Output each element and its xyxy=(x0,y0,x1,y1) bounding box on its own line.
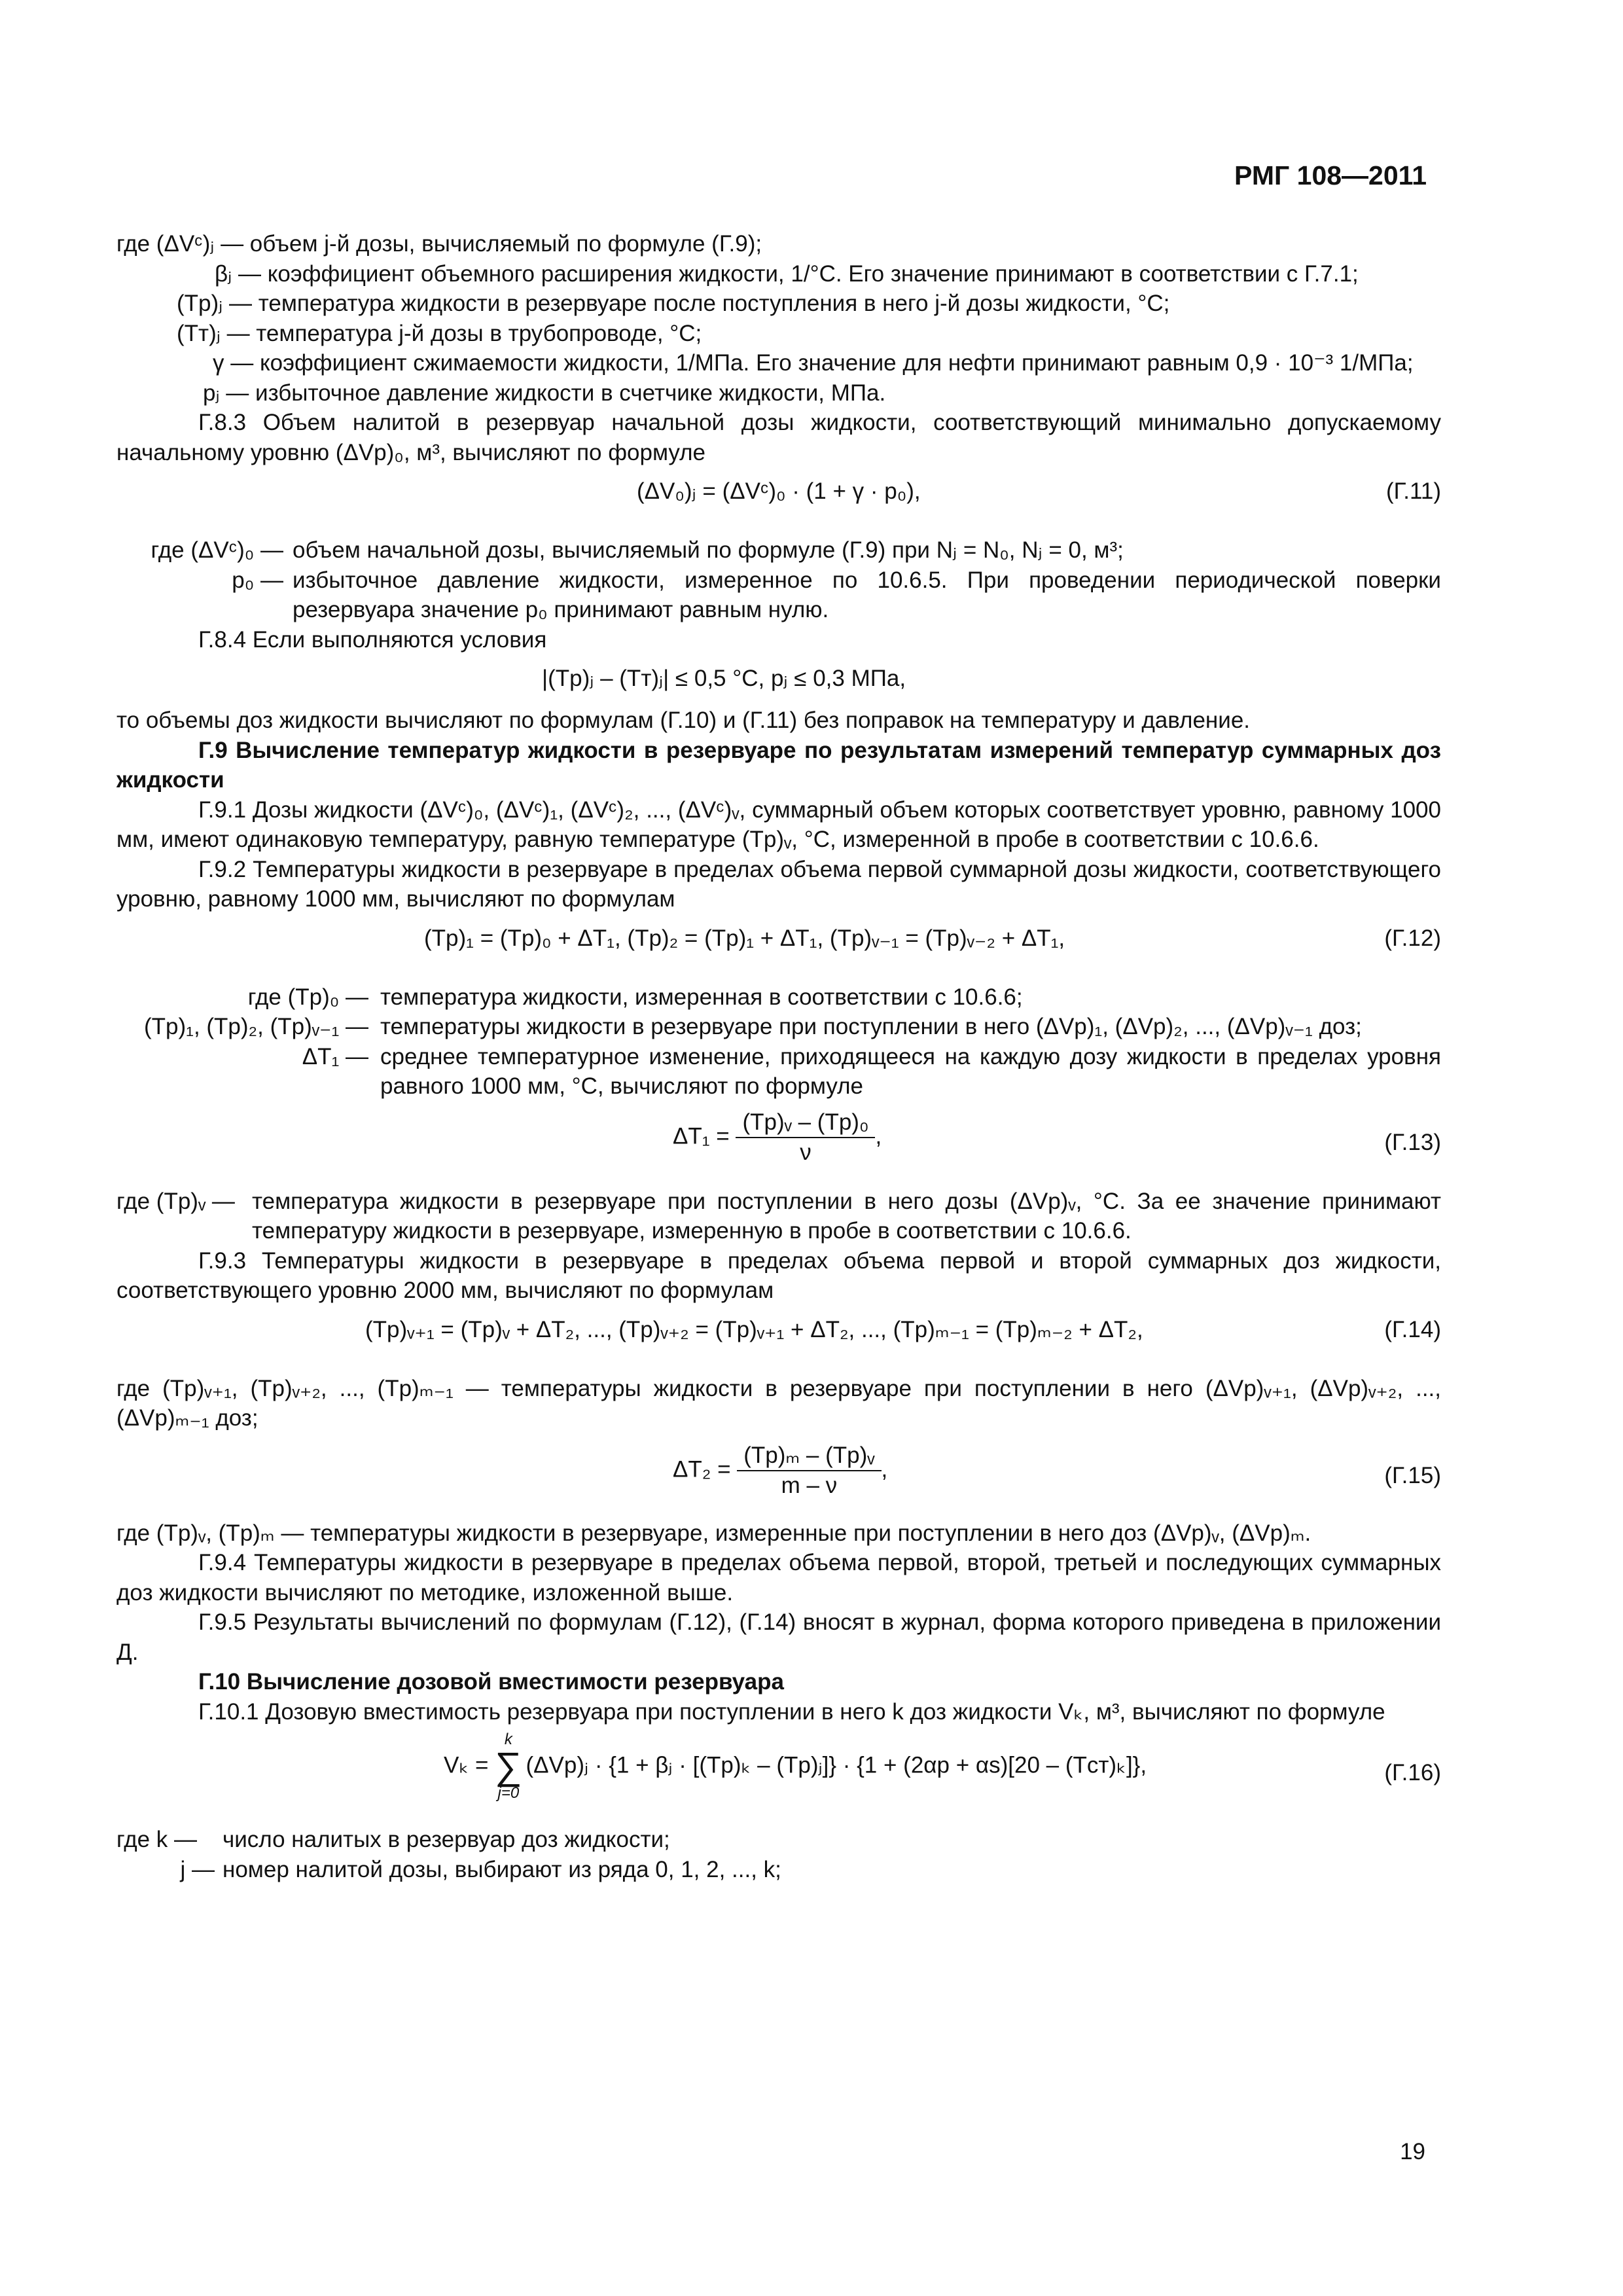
definition-term: j — xyxy=(180,1856,215,1882)
formula-tail: , xyxy=(881,1456,888,1482)
definition-term: где (Tр)₀ — xyxy=(247,984,368,1010)
formula-expression: (Tр)ᵥ₊₁ = (Tр)ᵥ + ΔT₂, ..., (Tр)ᵥ₊₂ = (Tр)ᵥ₊₁ + ΔT₂, ..., (Tр)ₘ₋₁ = (Tр)ₘ₋₂ + ΔT₂, xyxy=(365,1316,1143,1342)
formula-body: (ΔVр)ⱼ · {1 + βⱼ · [(Tр)ₖ – (Tр)ⱼ]} · {1 + (2αр + αs)[20 – (Tст)ₖ]}, xyxy=(526,1752,1147,1778)
formula-expression xyxy=(444,1732,1147,1801)
formula-number: (Г.12) xyxy=(1384,925,1441,951)
definition-line: где (ΔVᶜ)ⱼ — объем j-й дозы, вычисляемый по формуле (Г.9); xyxy=(116,231,762,257)
summation-sign xyxy=(495,1732,522,1801)
fraction-denominator: m – ν xyxy=(781,1472,838,1498)
paragraph-g95: Г.9.5 Результаты вычислений по формулам (Г.12), (Г.14) вносят в журнал, форма которого приведена в приложении Д. xyxy=(116,1609,1441,1665)
definition-text: число налитых в резервуар доз жидкости; xyxy=(223,1827,670,1852)
fraction-numerator: (Tр)ᵥ – (Tр)₀ xyxy=(736,1108,875,1138)
formula-condition xyxy=(116,655,1441,706)
formula-number: (Г.13) xyxy=(1384,1129,1441,1155)
formula-g14 xyxy=(116,1306,1441,1374)
definition-row xyxy=(116,535,1441,565)
fraction-numerator: (Tр)ₘ – (Tр)ᵥ xyxy=(737,1441,881,1471)
fraction xyxy=(737,1441,881,1500)
paragraph-g84-after: то объемы доз жидкости вычисляют по формулам (Г.10) и (Г.11) без поправок на температуру и давление. xyxy=(116,708,1251,733)
formula-lhs: ΔT₁ = xyxy=(673,1122,730,1149)
section-heading-g10: Г.10 Вычисление дозовой вместимости резервуара xyxy=(198,1669,784,1695)
definition-term: где k — xyxy=(116,1827,198,1852)
paragraph-g91: Г.9.1 Дозы жидкости (ΔVᶜ)₀, (ΔVᶜ)₁, (ΔVᶜ)₂, ..., (ΔVᶜ)ᵥ, суммарный объем которых соответствует уровню, равному 1000 мм, имеют одинаковую температуру, равную температуре (Tр)ᵥ, °С, измеренной в пробе в соответствии с 10.6.6. xyxy=(116,797,1441,852)
formula-expression: (Tр)₁ = (Tр)₀ + ΔT₁, (Tр)₂ = (Tр)₁ + ΔT₁, (Tр)ᵥ₋₁ = (Tр)ᵥ₋₂ + ΔT₁, xyxy=(424,925,1065,951)
formula-expression xyxy=(673,1108,882,1167)
definition-line: γ — коэффициент сжимаемости жидкости, 1/МПа. Его значение для нефти принимают равным 0,9 · 10⁻³ 1/МПа; xyxy=(213,350,1414,376)
definition-text: объем начальной дозы, вычисляемый по формуле (Г.9) при Nⱼ = N₀, Nⱼ = 0, м³; xyxy=(293,537,1124,563)
sum-upper-limit: k xyxy=(504,1731,512,1748)
paragraph-g14-def: где (Tр)ᵥ₊₁, (Tр)ᵥ₊₂, ..., (Tр)ₘ₋₁ — температуры жидкости в резервуаре при поступлении в него (ΔVр)ᵥ₊₁, (ΔVр)ᵥ₊₂, ..., (ΔVр)ₘ₋₁ доз; xyxy=(116,1375,1441,1431)
formula-number: (Г.11) xyxy=(1385,478,1441,504)
page-number: 19 xyxy=(1400,2139,1425,2164)
definition-term: где (ΔVᶜ)₀ — xyxy=(151,537,283,563)
definition-text: температура жидкости в резервуаре при поступлении в него дозы (ΔVр)ᵥ, °С. За ее значение принимают температуру жидкости в резервуаре, измеренную в пробе в соответствии с 10.6.6. xyxy=(252,1188,1441,1244)
definition-term: p₀ — xyxy=(232,567,283,593)
formula-g15 xyxy=(116,1433,1441,1518)
document-header: РМГ 108—2011 xyxy=(1234,160,1427,190)
definition-text: температуры жидкости в резервуаре при поступлении в него (ΔVр)₁, (ΔVр)₂, ..., (ΔVр)ᵥ₋₁ доз; xyxy=(380,1014,1362,1039)
paragraph-g83: Г.8.3 Объем налитой в резервуар начальной дозы жидкости, соответствующий минимально допускаемому начальному уровню (ΔVр)₀, м³, вычисляют по формуле xyxy=(116,410,1441,465)
paragraph-g15-def: где (Tр)ᵥ, (Tр)ₘ — температуры жидкости в резервуаре, измеренные при поступлении в него доз (ΔVр)ᵥ, (ΔVр)ₘ. xyxy=(116,1520,1311,1546)
definition-row xyxy=(116,1855,1441,1885)
paragraph-g101: Г.10.1 Дозовую вместимость резервуара при поступлении в него k доз жидкости Vₖ, м³, вычисляют по формуле xyxy=(198,1698,1385,1725)
definition-row xyxy=(116,565,1441,625)
definition-term: (Tр)₁, (Tр)₂, (Tр)ᵥ₋₁ — xyxy=(143,1014,368,1039)
definition-line: (Tт)ⱼ — температура j-й дозы в трубопроводе, °С; xyxy=(177,320,702,346)
formula-g13 xyxy=(116,1102,1441,1187)
definition-row xyxy=(116,1012,1441,1042)
paragraph-g92: Г.9.2 Температуры жидкости в резервуаре в пределах объема первой суммарной дозы жидкости, соответствующего уровню, равному 1000 мм, вычисляют по формулам xyxy=(116,856,1441,912)
fraction xyxy=(736,1108,875,1167)
section-heading-g9: Г.9 Вычисление температур жидкости в резервуаре по результатам измерений температур суммарных доз жидкости xyxy=(116,737,1441,793)
definition-row xyxy=(116,1825,1441,1855)
definition-line: βⱼ — коэффициент объемного расширения жидкости, 1/°С. Его значение принимают в соответствии с Г.7.1; xyxy=(215,260,1359,287)
formula-tail: , xyxy=(875,1122,882,1149)
definition-term: ΔT₁ — xyxy=(302,1043,368,1069)
definition-text: среднее температурное изменение, приходящееся на каждую дозу жидкости в пределах уровня равного 1000 мм, °С, вычисляют по формуле xyxy=(380,1043,1441,1099)
sum-lower-limit: j=0 xyxy=(497,1784,520,1802)
formula-g16 xyxy=(116,1727,1441,1825)
sigma-icon: ∑ xyxy=(495,1745,522,1787)
formula-number: (Г.14) xyxy=(1384,1316,1441,1342)
formula-expression: |(Tр)ⱼ – (Tт)ⱼ| ≤ 0,5 °С, pⱼ ≤ 0,3 МПа, xyxy=(542,666,906,691)
formula-expression xyxy=(673,1441,887,1500)
formula-g12 xyxy=(116,914,1441,982)
page-content xyxy=(116,229,1441,1884)
definition-row xyxy=(116,1042,1441,1102)
paragraph-g94: Г.9.4 Температуры жидкости в резервуаре в пределах объема первой, второй, третьей и последующих суммарных доз жидкости вычисляют по методике, изложенной выше. xyxy=(116,1550,1441,1605)
paragraph-g93: Г.9.3 Температуры жидкости в резервуаре в пределах объема первой и второй суммарных доз жидкости, соответствующего уровню 2000 мм, вычисляют по формулам xyxy=(116,1247,1441,1303)
definition-text: номер налитой дозы, выбирают из ряда 0, 1, 2, ..., k; xyxy=(223,1856,781,1882)
formula-number: (Г.16) xyxy=(1384,1760,1441,1785)
formula-g11 xyxy=(116,467,1441,535)
definition-text: избыточное давление жидкости, измеренное по 10.6.5. При проведении периодической поверки резервуара значение p₀ принимают равным нулю. xyxy=(293,567,1441,622)
definition-line: pⱼ — избыточное давление жидкости в счетчике жидкости, МПа. xyxy=(203,380,886,406)
formula-expression: (ΔV₀)ⱼ = (ΔVᶜ)₀ · (1 + γ · p₀), xyxy=(637,478,921,504)
paragraph-g84: Г.8.4 Если выполняются условия xyxy=(198,626,547,653)
definition-row xyxy=(116,982,1441,1013)
definition-line: (Tр)ⱼ — температура жидкости в резервуаре после поступления в него j-й дозы жидкости, °С; xyxy=(177,291,1170,316)
formula-number: (Г.15) xyxy=(1384,1462,1441,1488)
formula-lhs: Vₖ = xyxy=(444,1752,489,1778)
definition-term: где (Tр)ᵥ — xyxy=(116,1188,235,1214)
formula-lhs: ΔT₂ = xyxy=(673,1456,731,1482)
definition-row xyxy=(116,1187,1441,1246)
fraction-denominator: ν xyxy=(800,1139,812,1165)
definition-text: температура жидкости, измеренная в соответствии с 10.6.6; xyxy=(380,984,1023,1010)
